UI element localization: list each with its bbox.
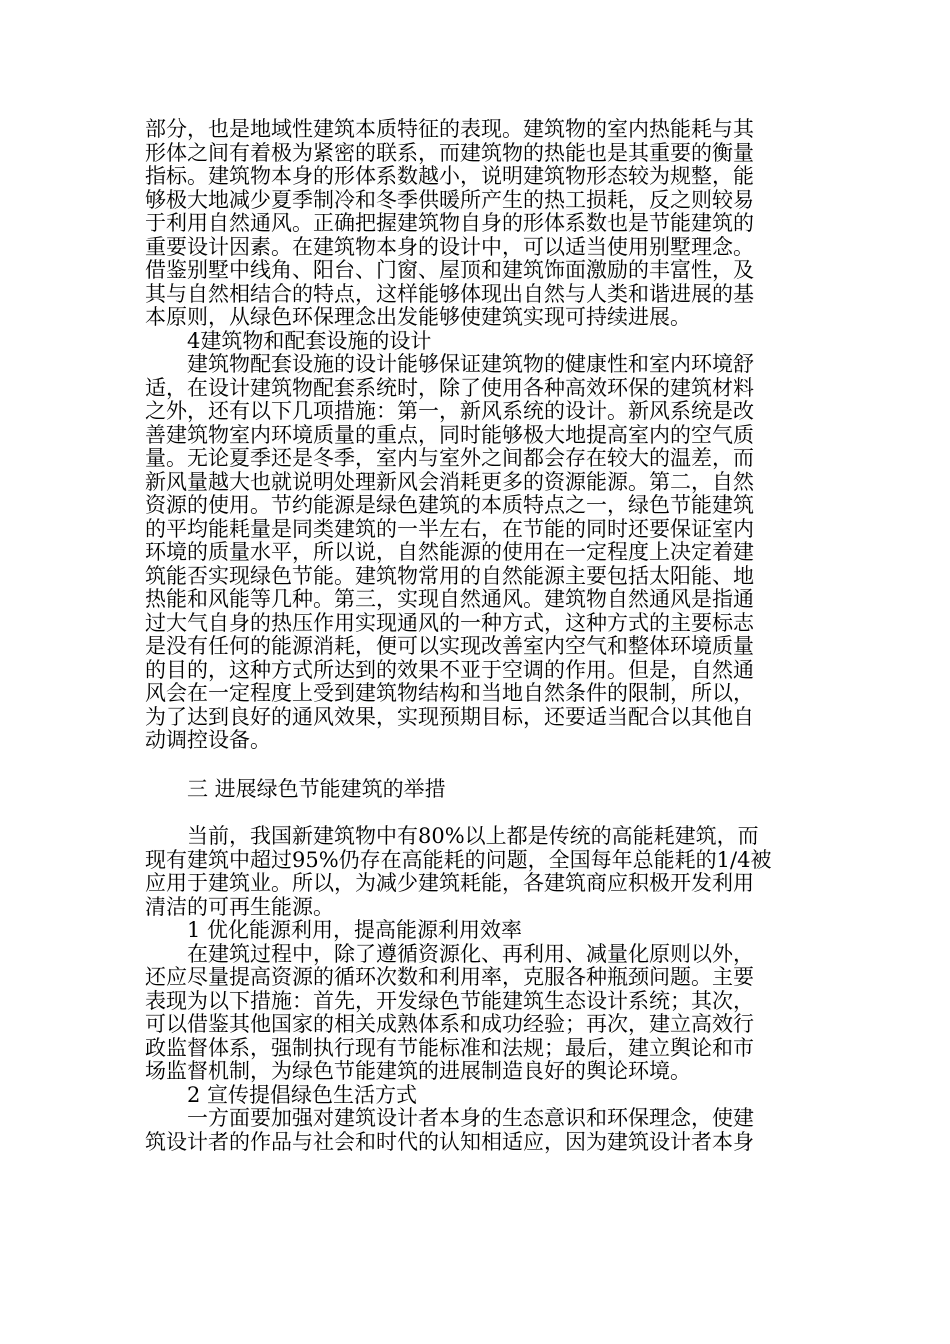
text-line: 建筑物配套设施的设计能够保证建筑物的健康性和室内环境舒 [187,352,754,376]
text-line: 借鉴别墅中线角、阳台、门窗、屋顶和建筑饰面激励的丰富性，及 [145,258,754,282]
text-line: 指标。建筑物本身的形体系数越小，说明建筑物形态较为规整，能 [145,164,754,188]
text-line: 过大气自身的热压作用实现通风的一种方式，这种方式的主要标志 [145,610,754,635]
text-line: 于利用自然通风。正确把握建筑物自身的形体系数也是节能建筑的 [145,211,754,235]
text-line: 的平均能耗量是同类建筑的一半左右，在节能的同时还要保证室内 [145,516,754,541]
text-line: 形体之间有着极为紧密的联系，而建筑物的热能也是其重要的衡量 [145,140,754,165]
section-heading-4: 4建筑物和配套设施的设计 [187,328,432,353]
chapter-heading-3: 三 进展绿色节能建筑的举措 [187,776,446,801]
text-line: 量。无论夏季还是冬季，室内与室外之间都会存在较大的温差，而 [145,446,754,470]
text-line: 现有建筑中超过95%仍存在高能耗的问题，全国每年总能耗的1/4被 [145,847,772,872]
text-line: 本原则，从绿色环保理念出发能够使建筑实现可持续进展。 [145,305,691,329]
section-heading-1: 1 优化能源利用，提高能源利用效率 [187,918,523,942]
text-line: 筑能否实现绿色节能。建筑物常用的自然能源主要包括太阳能、地 [145,563,754,588]
text-line: 够极大地减少夏季制冷和冬季供暖所产生的热工损耗，反之则较易 [145,187,754,212]
text-line: 之外，还有以下几项措施：第一，新风系统的设计。新风系统是改 [145,399,754,423]
text-line: 政监督体系，强制执行现有节能标准和法规；最后，建立舆论和市 [145,1035,754,1060]
text-line: 当前，我国新建筑物中有80%以上都是传统的高能耗建筑，而 [187,824,759,848]
text-line: 筑设计者的作品与社会和时代的认知相适应，因为建筑设计者本身 [145,1129,754,1154]
text-line: 在建筑过程中，除了遵循资源化、再利用、减量化原则以外， [187,941,754,966]
paragraph-building-form [145,118,805,330]
paragraph-facilities-design [145,353,805,753]
text-line: 部分，也是地域性建筑本质特征的表现。建筑物的室内热能耗与其 [145,117,754,141]
text-line: 是没有任何的能源消耗，便可以实现改善室内空气和整体环境质量 [145,634,754,658]
paragraph-current-status [145,825,805,919]
text-line: 风会在一定程度上受到建筑物结构和当地自然条件的限制，所以， [145,681,754,705]
section-heading-2: 2 宣传提倡绿色生活方式 [187,1082,418,1107]
text-line: 热能和风能等几种。第三，实现自然通风。建筑物自然通风是指通 [145,587,754,611]
document-body [145,118,805,1154]
paragraph-green-lifestyle [145,1107,805,1154]
paragraph-energy-utilization [145,943,805,1084]
text-line: 表现为以下措施：首先，开发绿色节能建筑生态设计系统；其次， [145,988,754,1013]
text-line: 应用于建筑业。所以，为减少建筑耗能，各建筑商应积极开发利用 [145,871,754,895]
text-line: 还应尽量提高资源的循环次数和利用率，克服各种瓶颈问题。主要 [145,965,754,989]
text-line: 清洁的可再生能源。 [145,894,334,919]
text-line: 环境的质量水平，所以说，自然能源的使用在一定程度上决定着建 [145,540,754,564]
text-line: 其与自然相结合的特点，这样能够体现出自然与人类和谐进展的基 [145,281,754,306]
text-line: 一方面要加强对建筑设计者本身的生态意识和环保理念，使建 [187,1106,754,1130]
text-line: 动调控设备。 [145,728,271,752]
text-line: 重要设计因素。在建筑物本身的设计中，可以适当使用别墅理念。 [145,234,754,259]
text-line: 场监督机制，为绿色节能建筑的进展制造良好的舆论环境。 [145,1059,691,1083]
text-line: 为了达到良好的通风效果，实现预期目标，还要适当配合以其他自 [145,704,754,729]
text-line: 适，在设计建筑物配套系统时，除了使用各种高效环保的建筑材料 [145,375,754,400]
text-line: 可以借鉴其他国家的相关成熟体系和成功经验；再次，建立高效行 [145,1012,754,1036]
text-line: 新风量越大也就说明处理新风会消耗更多的资源能源。第二，自然 [145,469,754,494]
text-line: 资源的使用。节约能源是绿色建筑的本质特点之一，绿色节能建筑 [145,493,754,517]
text-line: 的目的，这种方式所达到的效果不亚于空调的作用。但是，自然通 [145,657,754,682]
text-line: 善建筑物室内环境质量的重点，同时能够极大地提高室内的空气质 [145,422,754,447]
